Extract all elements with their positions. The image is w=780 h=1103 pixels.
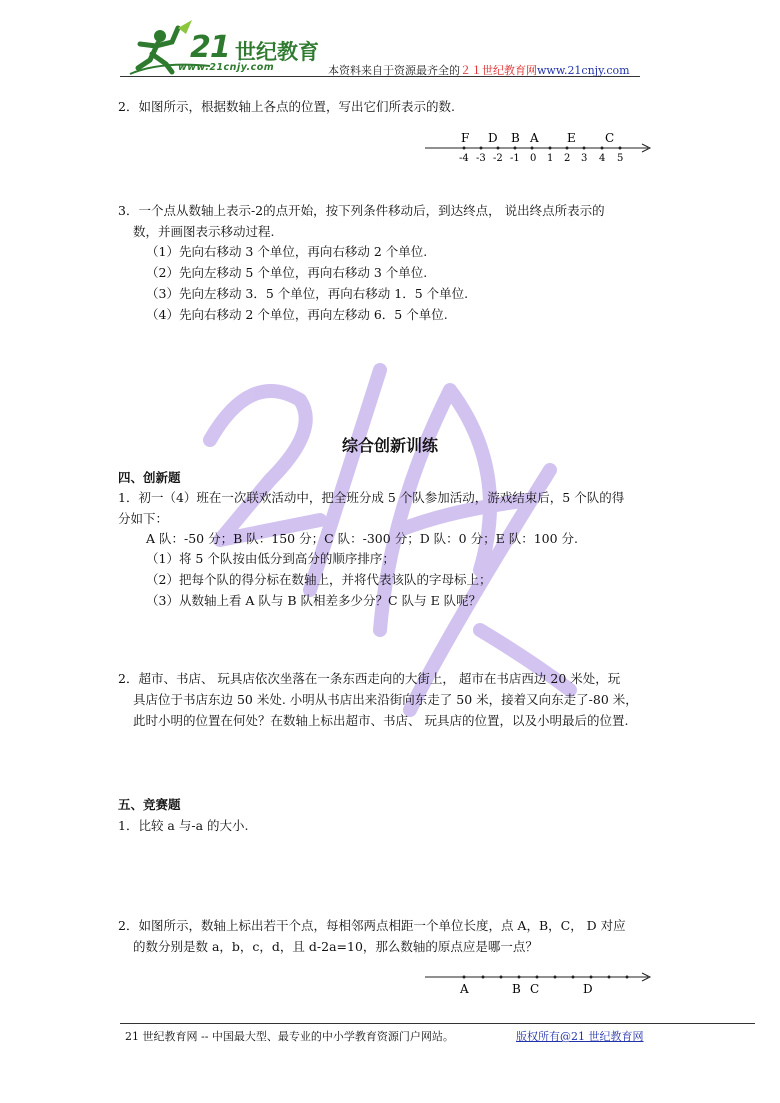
tick-label: 0 bbox=[530, 153, 537, 164]
tick-label: -2 bbox=[493, 153, 503, 164]
point-label-a: A bbox=[460, 982, 469, 996]
tick-label: 5 bbox=[617, 153, 624, 164]
point-label-e: E bbox=[567, 131, 576, 145]
q3-item-1: （1）先向右移动 3 个单位，再向右移动 2 个单位. bbox=[146, 244, 428, 259]
footer-copyright-link[interactable]: 版权所有@21 世纪教育网 bbox=[516, 1030, 644, 1043]
point-label-c: C bbox=[530, 982, 540, 996]
point-label-c: C bbox=[605, 131, 615, 145]
q3-item-4: （4）先向右移动 2 个单位，再向左移动 6．5 个单位. bbox=[146, 307, 448, 322]
point-label-b: B bbox=[512, 982, 521, 996]
point-label-b: B bbox=[511, 131, 520, 145]
source-prefix: 本资料来自于资源最齐全的 bbox=[328, 64, 460, 77]
tick-label: -1 bbox=[510, 153, 520, 164]
tick-label: 4 bbox=[599, 153, 606, 164]
sec4-q2-line1: 2．超市、书店、 玩具店依次坐落在一条东西走向的大街上， 超市在书店西边 20 米处，玩 bbox=[118, 671, 621, 686]
logo-number: 21 bbox=[190, 30, 230, 65]
sec4-q1-line2: 分如下： bbox=[118, 511, 169, 526]
tick-label: -4 bbox=[459, 153, 469, 164]
tick-label: -3 bbox=[476, 153, 486, 164]
sec4-q1-line1: 1．初一（4）班在一次联欢活动中，把全班分成 5 个队参加活动，游戏结束后，5 个队的得 bbox=[118, 490, 625, 505]
q2-text: 2．如图所示，根据数轴上各点的位置，写出它们所表示的数. bbox=[118, 99, 455, 114]
tick-label: 3 bbox=[581, 153, 588, 164]
logo-url: www.21cnjy.com bbox=[178, 62, 275, 73]
q3-item-2: （2）先向左移动 5 个单位，再向右移动 3 个单位. bbox=[146, 265, 428, 280]
sec5-q2-line2: 的数分别是数 a，b，c，d，且 d-2a=10，那么数轴的原点应是哪一点？ bbox=[133, 939, 538, 954]
tick-label: 1 bbox=[547, 153, 554, 164]
logo-text: 世纪教育 bbox=[235, 40, 319, 64]
q3-item-3: （3）先向左移动 3．5 个单位，再向右移动 1．5 个单位. bbox=[146, 286, 469, 301]
sec4-q1-item-2: （2）把每个队的得分标在数轴上，并将代表该队的字母标上； bbox=[146, 572, 492, 587]
q2-number-line bbox=[420, 128, 660, 174]
tick-label: 2 bbox=[564, 153, 571, 164]
q3-line1: 3．一个点从数轴上表示-2的点开始，按下列条件移动后，到达终点， 说出终点所表示的 bbox=[118, 203, 605, 218]
sec5-number-line bbox=[420, 965, 660, 1003]
sec4-q2-line2: 具店位于书店东边 50 米处. 小明从书店出来沿街向东走了 50 米，接着又向东走了-80 米， bbox=[133, 692, 638, 707]
sec4-q1-scores: A 队：-50 分；B 队：150 分；C 队：-300 分；D 队：0 分；E 队：100 分. bbox=[146, 531, 579, 546]
q3-line2: 数，并画图表示移动过程. bbox=[133, 224, 275, 239]
point-label-d: D bbox=[488, 131, 498, 145]
point-label-f: F bbox=[461, 131, 470, 145]
point-label-a: A bbox=[530, 131, 539, 145]
footer-left-text: 21 世纪教育网 -- 中国最大型、最专业的中小学教育资源门户网站。 bbox=[125, 1030, 454, 1043]
footer-divider bbox=[120, 1023, 755, 1024]
source-url-link[interactable]: www.21cnjy.com bbox=[537, 64, 630, 77]
sec4-heading: 四、创新题 bbox=[118, 470, 181, 485]
sec5-heading: 五、竞赛题 bbox=[118, 797, 181, 812]
sec4-q2-line3: 此时小明的位置在何处？在数轴上标出超市、书店、 玩具店的位置，以及小明最后的位置. bbox=[133, 713, 629, 728]
point-label-d: D bbox=[583, 982, 593, 996]
sec5-q1: 1．比较 a 与-a 的大小. bbox=[118, 818, 249, 833]
sec4-q1-item-1: （1）将 5 个队按由低分到高分的顺序排序； bbox=[146, 551, 395, 566]
header-divider bbox=[120, 76, 640, 77]
sec5-q2-line1: 2．如图所示，数轴上标出若干个点，每相邻两点相距一个单位长度，点 A，B，C， D 对应 bbox=[118, 918, 626, 933]
source-site-link[interactable]: ２１世纪教育网 bbox=[460, 64, 537, 77]
section-title: 综合创新训练 bbox=[341, 436, 438, 455]
sec4-q1-item-3: （3）从数轴上看 A 队与 B 队相差多少分？C 队与 E 队呢？ bbox=[146, 593, 482, 608]
